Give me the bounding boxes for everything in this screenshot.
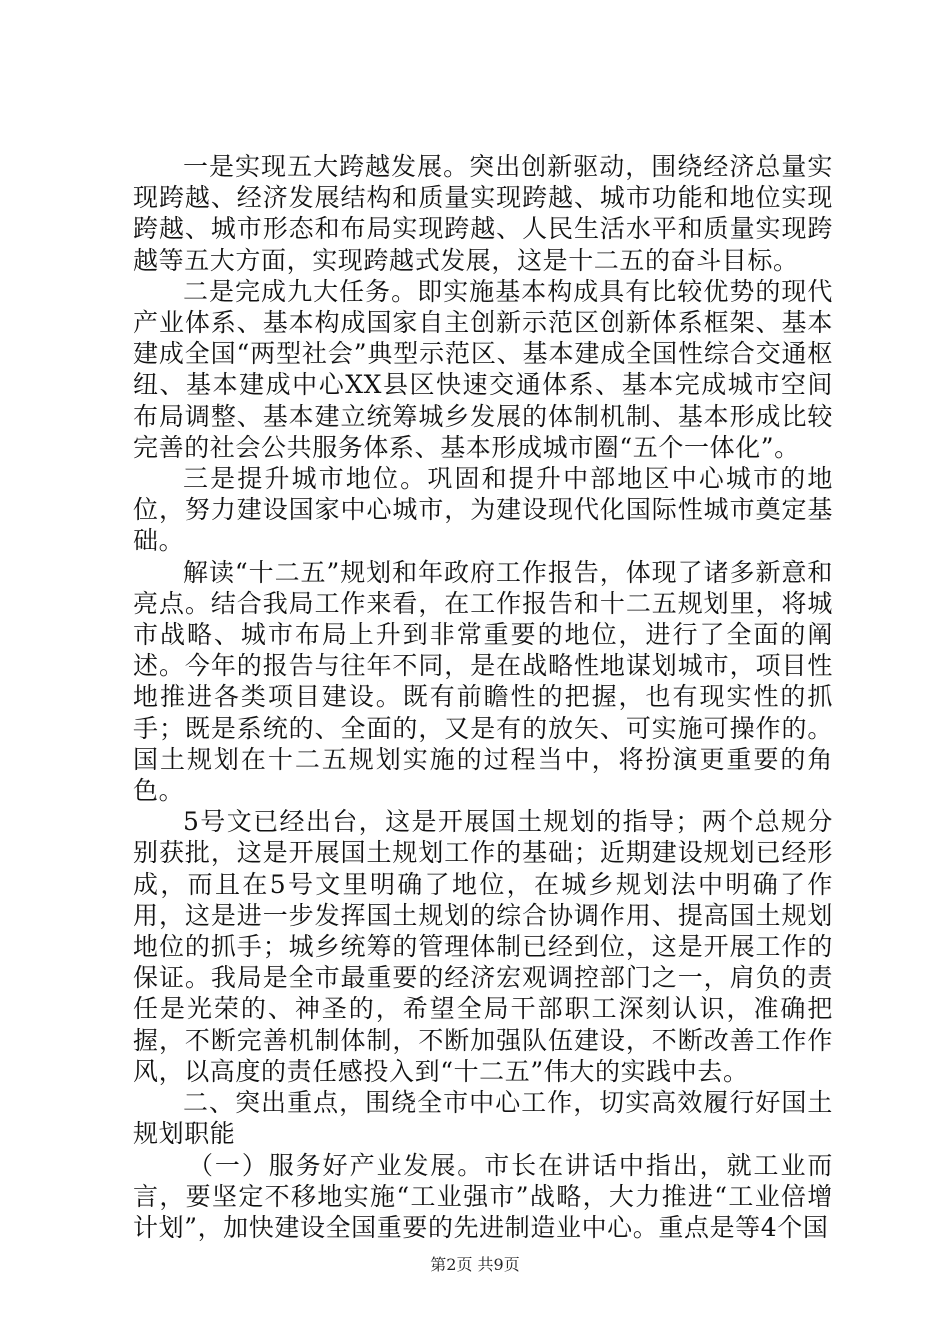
- section-heading-two: 二、突出重点，围绕全市中心工作，切实高效履行好国土规划职能: [133, 1088, 833, 1149]
- paragraph-plan-interpretation: 解读“十二五”规划和年政府工作报告，体现了诸多新意和亮点。结合我局工作来看，在工作报告和十二五规划里，将城市战略、城市布局上升到非常重要的地位，进行了全面的阐述。今年的报告与往年不同，是在战略性地谋划城市，项目性地推进各类项目建设。既有前瞻性的把握，也有现实性的抓手；既是系统的、全面的，又是有的放矢、可实施可操作的。国土规划在十二五规划实施的过程当中，将扮演更重要的角色。: [133, 557, 833, 806]
- paragraph-nine-tasks: 二是完成九大任务。即实施基本构成具有比较优势的现代产业体系、基本构成国家自主创新示范区创新体系框架、基本建成全国“两型社会”典型示范区、基本建成全国性综合交通枢纽、基本建成中心XX县区快速交通体系、基本完成城市空间布局调整、基本建立统筹城乡发展的体制机制、基本形成比较完善的社会公共服务体系、基本形成城市圈“五个一体化”。: [133, 276, 833, 462]
- paragraph-document-5: 5号文已经出台，这是开展国土规划的指导；两个总规分别获批，这是开展国土规划工作的基础；近期建设规划已经形成，而且在5号文里明确了地位，在城乡规划法中明确了作用，这是进一步发挥国土规划的综合协调作用、提高国土规划地位的抓手；城乡统筹的管理体制已经到位，这是开展工作的保证。我局是全市最重要的经济宏观调控部门之一，肩负的责任是光荣的、神圣的，希望全局干部职工深刻认识，准确把握，不断完善机制体制，不断加强队伍建设，不断改善工作作风，以高度的责任感投入到“十二五”伟大的实践中去。: [133, 807, 833, 1086]
- paragraph-industry-service: （一）服务好产业发展。市长在讲话中指出，就工业而言，要坚定不移地实施“工业强市”战略，大力推进“工业倍增计划”，加快建设全国重要的先进制造业中心。重点是等4个国: [133, 1150, 833, 1242]
- page-number-footer: 第2页 共9页: [430, 1255, 520, 1274]
- paragraph-city-status: 三是提升城市地位。巩固和提升中部地区中心城市的地位，努力建设国家中心城市，为建设现代化国际性城市奠定基础。: [133, 464, 833, 556]
- document-body: [133, 151, 833, 1243]
- paragraph-five-leaps: 一是实现五大跨越发展。突出创新驱动，围绕经济总量实现跨越、经济发展结构和质量实现跨越、城市功能和地位实现跨越、城市形态和布局实现跨越、人民生活水平和质量实现跨越等五大方面，实现跨越式发展，这是十二五的奋斗目标。: [133, 152, 833, 275]
